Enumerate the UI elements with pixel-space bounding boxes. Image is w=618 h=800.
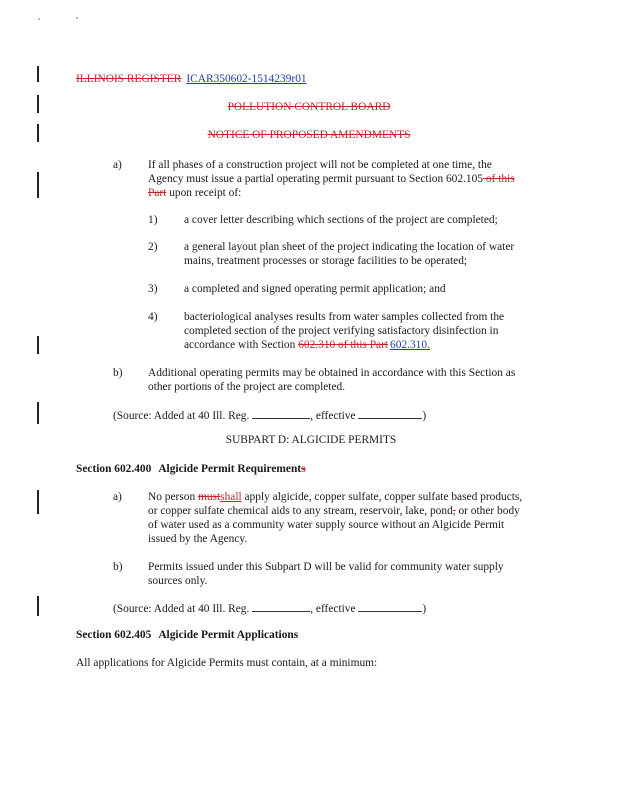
section-heading xyxy=(76,629,298,641)
item-text-run: apply algicide, copper sulfate, copper sulfate based products, xyxy=(241,491,523,503)
change-bar xyxy=(37,490,39,514)
change-bar xyxy=(37,336,39,354)
item-a-line: If all phases of a construction project will not be completed at one time, the xyxy=(148,159,492,171)
item-b-text xyxy=(148,560,568,588)
item-a-line xyxy=(148,186,568,200)
register-header xyxy=(76,72,307,86)
change-bar xyxy=(37,596,39,616)
subitem-line: mains, treatment processes or storage facilities to be operated; xyxy=(184,255,468,267)
section-heading xyxy=(76,463,306,475)
change-bar xyxy=(37,402,39,424)
source-text-run: , effective xyxy=(310,410,359,422)
item-a-label: a) xyxy=(113,491,122,503)
subitem-line xyxy=(184,338,574,352)
register-inserted: ICAR350602-1514239r01 xyxy=(186,73,307,85)
scan-speck xyxy=(76,17,78,19)
item-text-run: or other body xyxy=(455,505,520,517)
source-text-run: (Source: Added at 40 Ill. Reg. xyxy=(113,603,253,615)
change-bar xyxy=(37,66,39,82)
notice-title: NOTICE OF PROPOSED AMENDMENTS xyxy=(207,129,411,141)
subitem-line: a general layout plan sheet of the project indicating the location of water xyxy=(184,241,515,253)
source-note xyxy=(113,408,426,423)
item-line: issued by the Agency. xyxy=(148,533,248,545)
subitem-label: 3) xyxy=(148,283,158,295)
item-a-text-run: Agency must issue a partial operating permit pursuant to Section 602.105 xyxy=(148,173,484,185)
section-intro: All applications for Algicide Permits must contain, at a minimum: xyxy=(76,657,378,669)
blank-line xyxy=(252,408,310,419)
blank-line xyxy=(358,601,422,612)
section-title: Algicide Permit Requirement xyxy=(158,463,302,475)
subitem-label: 2) xyxy=(148,241,158,253)
deleted-text: s xyxy=(301,463,306,475)
subitem-text xyxy=(184,240,574,268)
subitem-text-run: accordance with Section xyxy=(184,339,299,351)
scan-speck xyxy=(38,18,40,20)
source-note xyxy=(113,601,426,616)
item-line: of water used as a community water supply source without an Algicide Permit xyxy=(148,519,505,531)
source-text-run: ) xyxy=(422,603,427,615)
source-text-run: ) xyxy=(422,410,427,422)
inserted-text: shall xyxy=(220,491,242,503)
item-line xyxy=(148,504,568,518)
deleted-text: of this xyxy=(483,173,515,185)
blank-line xyxy=(358,408,422,419)
subpart-title: SUBPART D: ALGICIDE PERMITS xyxy=(225,434,397,446)
item-line: sources only. xyxy=(148,575,208,587)
subitem-text: a cover letter describing which sections of the project are completed; xyxy=(184,214,498,226)
section-title: Algicide Permit Applications xyxy=(158,629,299,641)
item-a-text-run: upon receipt of: xyxy=(166,187,242,199)
item-a-label: a) xyxy=(113,159,122,171)
section-number: Section 602.405 xyxy=(76,629,152,641)
source-text-run: (Source: Added at 40 Ill. Reg. xyxy=(113,410,253,422)
section-number: Section 602.400 xyxy=(76,463,152,475)
item-text-run: or copper sulfate chemical aids to any stream, reservoir, lake, pond xyxy=(148,505,453,517)
item-a-line xyxy=(148,172,568,186)
deleted-text: 602.310 of this Part xyxy=(298,339,389,351)
inserted-text: 602.310. xyxy=(390,339,430,351)
change-bar xyxy=(37,172,39,198)
deleted-text: must xyxy=(197,491,221,503)
item-line xyxy=(148,490,568,504)
subitem-label: 4) xyxy=(148,311,158,323)
item-a-text xyxy=(148,490,568,546)
register-deleted: ILLINOIS REGISTER xyxy=(76,73,182,85)
item-b-line: other portions of the project are completed. xyxy=(148,381,346,393)
subitem-line: completed section of the project verifying satisfactory disinfection in xyxy=(184,325,499,337)
item-text-run: No person xyxy=(148,491,198,503)
item-b-label: b) xyxy=(113,561,123,573)
subitem-text xyxy=(184,310,574,352)
item-line: Permits issued under this Subpart D will be valid for community water supply xyxy=(148,561,504,573)
subitem-text: a completed and signed operating permit application; and xyxy=(184,283,446,295)
subitem-label: 1) xyxy=(148,214,158,226)
board-title: POLLUTION CONTROL BOARD xyxy=(227,101,391,113)
subitem-line: bacteriological analyses results from water samples collected from the xyxy=(184,311,505,323)
item-a-text xyxy=(148,158,568,200)
deleted-text: Part xyxy=(148,187,167,199)
item-b-line: Additional operating permits may be obtained in accordance with this Section as xyxy=(148,367,516,379)
source-text-run: , effective xyxy=(310,603,359,615)
deleted-text: , xyxy=(452,505,456,517)
item-b-text xyxy=(148,366,568,394)
blank-line xyxy=(252,601,310,612)
item-b-label: b) xyxy=(113,367,123,379)
